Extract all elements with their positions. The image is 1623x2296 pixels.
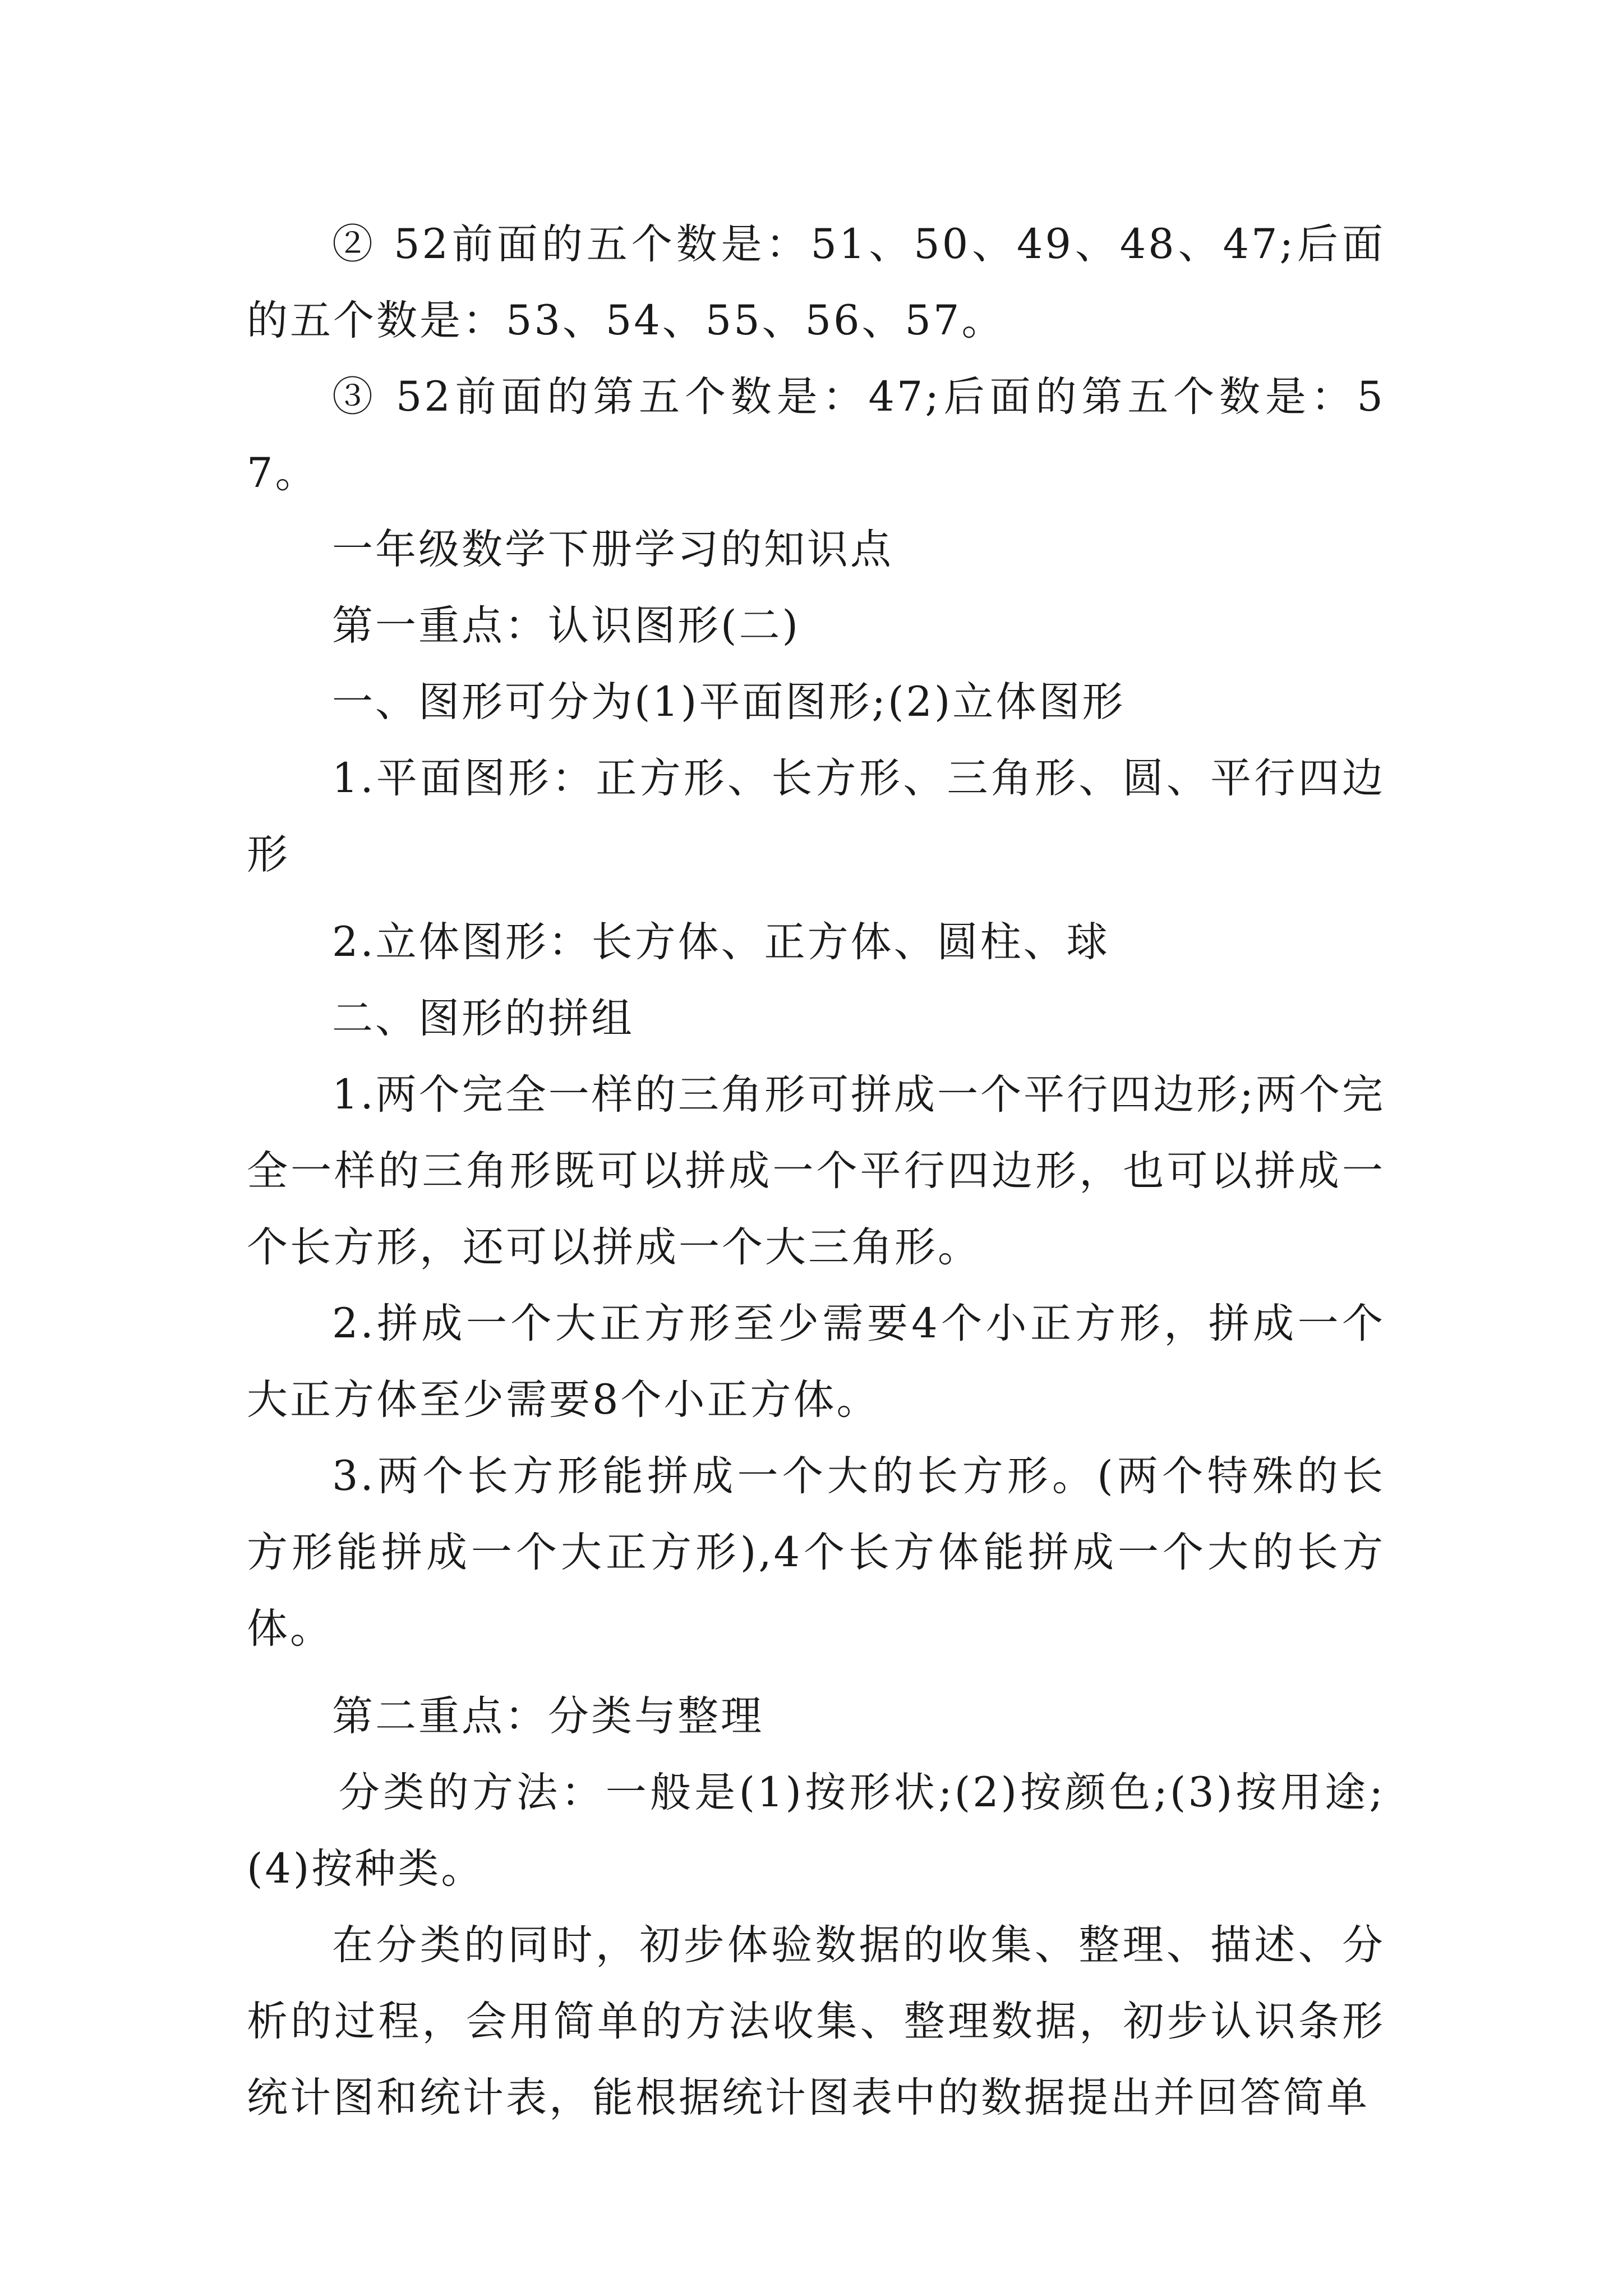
combination-rule-1: 1.两个完全一样的三角形可拼成一个平行四边形;两个完全一样的三角形既可以拼成一个平行四边形，也可以拼成一个长方形，还可以拼成一个大三角形。 <box>247 1071 1385 1271</box>
topic-heading-2: 第二重点：分类与整理 <box>332 1692 764 1740</box>
shape-categories: 一、图形可分为(1)平面图形;(2)立体图形 <box>332 678 1126 726</box>
plane-shapes: 1.平面图形：正方形、长方形、三角形、圆、平行四边形 <box>247 754 1385 878</box>
combination-rule-3: 3.两个长方形能拼成一个大的长方形。(两个特殊的长方形能拼成一个大正方形),4个长方体能拼成一个大的长方体。 <box>247 1452 1385 1653</box>
document-body <box>247 206 1385 2136</box>
shape-combination-heading: 二、图形的拼组 <box>332 995 634 1042</box>
topic-heading-1: 第一重点：认识图形(二) <box>332 602 800 650</box>
combination-rule-2: 2.拼成一个大正方形至少需要4个小正方形，拼成一个大正方体至少需要8个小正方体。 <box>247 1300 1385 1424</box>
section-heading: 一年级数学下册学习的知识点 <box>332 526 893 573</box>
paragraph-numbers-around-52: ② 52前面的五个数是：51、50、49、48、47;后面的五个数是：53、54、55、56、57。 <box>247 220 1385 344</box>
classification-methods: 分类的方法：一般是(1)按形状;(2)按颜色;(3)按用途;(4)按种类。 <box>247 1769 1385 1893</box>
solid-shapes: 2.立体图形：长方体、正方体、圆柱、球 <box>332 918 1110 966</box>
data-collection-paragraph: 在分类的同时，初步体验数据的收集、整理、描述、分析的过程，会用简单的方法收集、整理数据，初步认识条形统计图和统计表，能根据统计图表中的数据提出并回答简单 <box>247 1921 1385 2122</box>
paragraph-fifth-number: ③ 52前面的第五个数是：47;后面的第五个数是：57。 <box>247 373 1385 497</box>
